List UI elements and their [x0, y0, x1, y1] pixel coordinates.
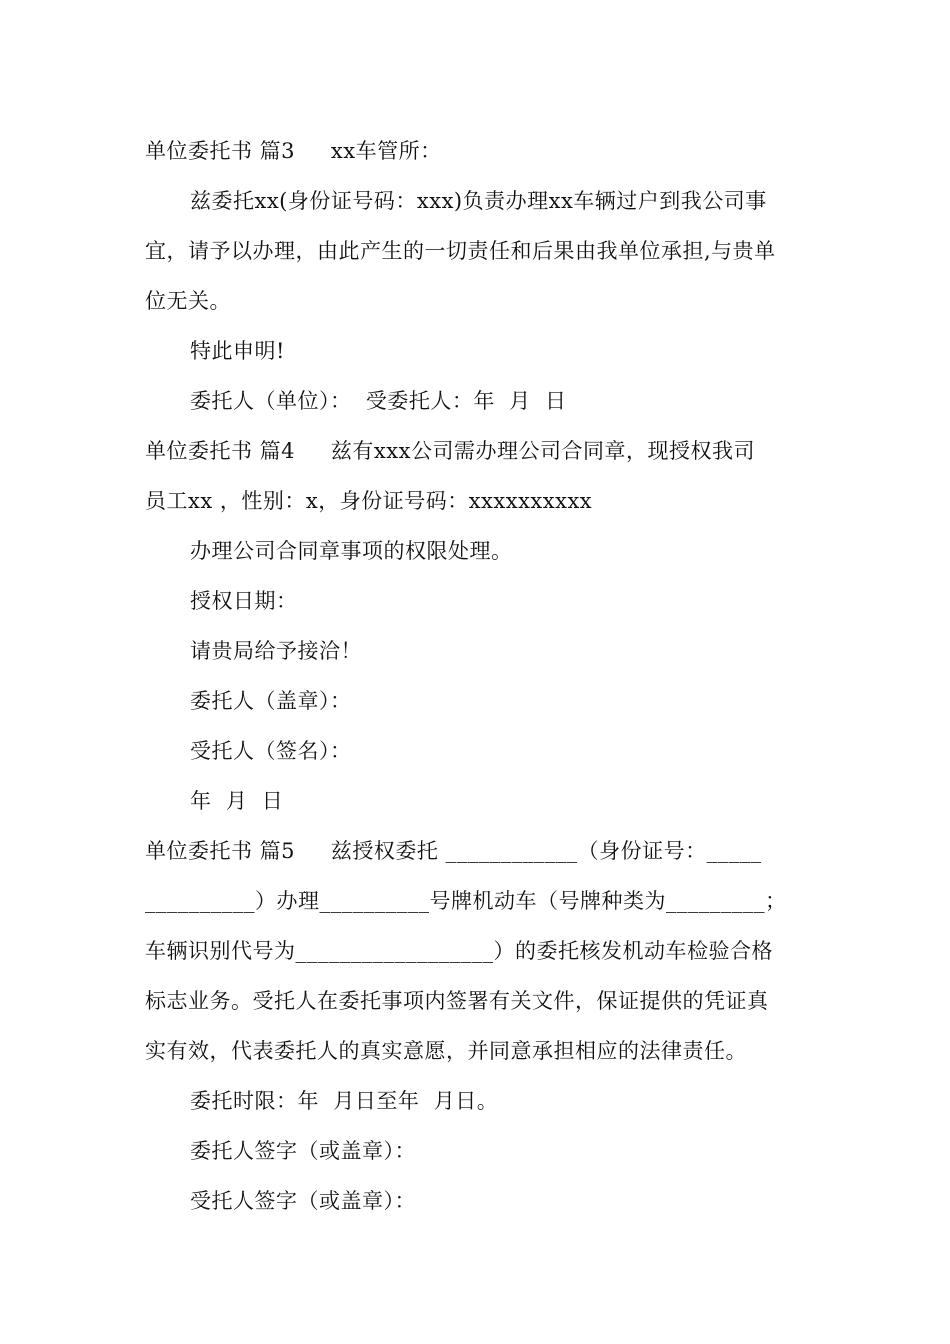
section-3-heading: 单位委托书 篇3 xx车管所： — [145, 139, 442, 163]
section-3-signature-line: 委托人（单位）： 受委托人：年 月 日 — [190, 389, 567, 413]
section-5-principal-signature: 委托人签字（或盖章）： — [190, 1139, 416, 1163]
section-3-body-line: 兹委托xx(身份证号码：xxx)负责办理xx车辆过户到我公司事 — [190, 189, 767, 213]
section-4-date: 年 月 日 — [190, 789, 284, 813]
section-4-body-line: 办理公司合同章事项的权限处理。 — [190, 539, 513, 563]
section-3-body-line: 位无关。 — [145, 289, 231, 313]
section-4-heading: 单位委托书 篇4 兹有xxx公司需办理公司合同章，现授权我司 — [145, 439, 755, 463]
section-5-term: 委托时限：年 月日至年 月日。 — [190, 1089, 499, 1113]
section-5-body-line: 实有效，代表委托人的真实意愿，并同意承担相应的法律责任。 — [145, 1039, 747, 1063]
section-5-body-line: 车辆识别代号为__________________）的委托核发机动车检验合格 — [145, 939, 773, 963]
section-5-body-line: __________）办理__________号牌机动车（号牌种类为_________； — [145, 889, 787, 913]
section-3-body-line: 宜，请予以办理，由此产生的一切责任和后果由我单位承担,与贵单 — [145, 239, 776, 263]
section-3-declaration: 特此申明! — [190, 339, 285, 363]
section-5-heading: 单位委托书 篇5 兹授权委托 ____________（身份证号：_____ — [145, 839, 762, 863]
section-4-body-line: 员工xx ，性别：x，身份证号码：xxxxxxxxxx — [145, 489, 593, 513]
section-5-body-line: 标志业务。受托人在委托事项内签署有关文件，保证提供的凭证真 — [145, 989, 769, 1013]
section-4-request: 请贵局给予接洽！ — [190, 639, 362, 663]
section-4-auth-date: 授权日期： — [190, 589, 298, 613]
section-4-agent-signature: 受托人（签名）： — [190, 739, 352, 763]
section-5-agent-signature: 受托人签字（或盖章）： — [190, 1189, 416, 1213]
section-4-principal-seal: 委托人（盖章）： — [190, 689, 352, 713]
